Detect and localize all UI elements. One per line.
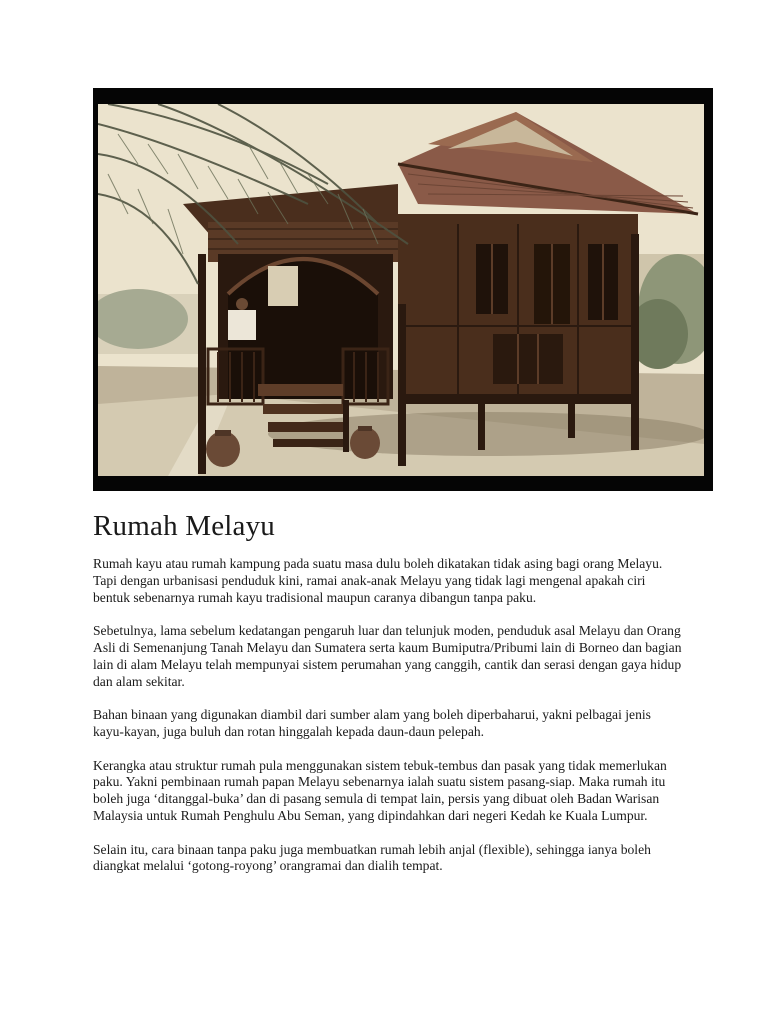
paragraph: Bahan binaan yang digunakan diambil dari sumber alam yang boleh diperbaharui, yakni pelbagai jenis kayu-kayan, juga buluh dan rotan hinggalah kepada daun-daun pelepah. [93,707,651,739]
paragraph: Rumah kayu atau rumah kampung pada suatu masa dulu boleh dikatakan tidak asing bagi orang Melayu. Tapi dengan urbanisasi penduduk kini, ramai anak-anak Melayu yang tidak lagi mengenal apakah ciri bentuk sebenarnya rumah kayu tradisional maupun caranya dibangun tanpa paku. [93,556,663,605]
page-title: Rumah Melayu [93,510,276,542]
paragraph: Sebetulnya, lama sebelum kedatangan pengaruh luar dan telunjuk moden, penduduk asal Melayu dan Orang Asli di Semenanjung Tanah Melayu dan Sumatera serta kaum Bumiputra/Pribumi lain di Borneo dan bagian lain di alam Melayu telah mempunyai sistem perumahan yang canggih, cantik dan serasi dengan gaya hidup dan alam sekitar. [93,623,682,689]
paragraph: Kerangka atau struktur rumah pula menggunakan sistem tebuk-tembus dan pasak yang tidak memerlukan paku. Yakni pembinaan rumah papan Melayu sebenarnya ialah suatu sistem pasang-siap. Maka rumah itu boleh juga ‘ditanggal-buka’ dan di pasang semula di tempat lain, persis yang dibuat oleh Badan Warisan Malaysia untuk Rumah Penghulu Abu Seman, yang dipindahkan dari negeri Kedah ke Kuala Lumpur. [93,757,667,823]
paragraph: Selain itu, cara binaan tanpa paku juga membuatkan rumah lebih anjal (flexible), sehingga ianya boleh diangkat melalui ‘gotong-royong’ orangramai dan dialih tempat. [93,841,651,874]
body-text [93,556,683,892]
house-illustration [98,104,704,476]
house-photo [93,88,713,491]
